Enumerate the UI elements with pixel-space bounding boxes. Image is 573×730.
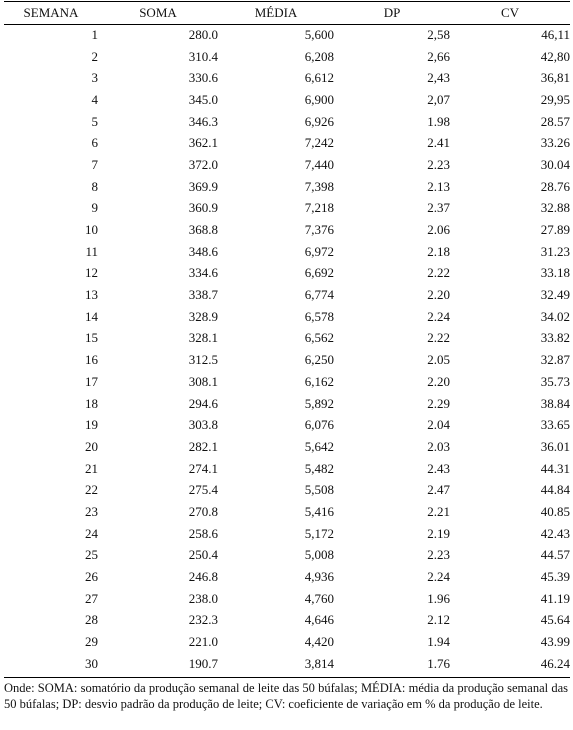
table-row <box>4 198 570 220</box>
cell-semana: 4 <box>91 91 98 107</box>
cell-cv: 44.84 <box>540 482 570 498</box>
cell-dp: 2.20 <box>427 373 450 389</box>
cell-soma: 303.8 <box>188 417 218 433</box>
cell-dp: 1.76 <box>427 655 450 671</box>
cell-cv: 38.84 <box>540 395 570 411</box>
cell-dp: 2.06 <box>427 222 450 238</box>
header-cv: CV <box>500 5 520 20</box>
table-row <box>4 111 570 133</box>
cell-media: 5,172 <box>304 525 334 541</box>
cell-media: 5,600 <box>304 26 334 42</box>
cell-dp: 2.41 <box>427 135 450 151</box>
table-row <box>4 436 570 458</box>
cell-dp: 1.94 <box>427 634 450 650</box>
cell-dp: 1.98 <box>427 113 450 129</box>
cell-soma: 330.6 <box>188 70 218 86</box>
table-row <box>4 393 570 415</box>
cell-cv: 44.31 <box>540 460 570 476</box>
cell-semana: 20 <box>85 438 98 454</box>
cell-media: 6,900 <box>304 91 334 107</box>
cell-soma: 280.0 <box>188 26 218 42</box>
cell-dp: 2,07 <box>427 91 450 107</box>
table-row <box>4 241 570 263</box>
cell-media: 7,376 <box>304 222 334 238</box>
cell-dp: 2.13 <box>427 178 450 194</box>
cell-dp: 2.23 <box>427 156 450 172</box>
cell-dp: 2.37 <box>427 200 450 216</box>
cell-cv: 33.65 <box>540 417 570 433</box>
cell-dp: 2.18 <box>427 243 450 259</box>
cell-cv: 41.19 <box>540 590 570 606</box>
cell-cv: 36,81 <box>540 70 570 86</box>
cell-soma: 190.7 <box>188 655 218 671</box>
cell-media: 5,416 <box>304 503 334 519</box>
cell-semana: 28 <box>85 612 98 628</box>
cell-dp: 2,58 <box>427 26 450 42</box>
cell-semana: 21 <box>85 460 98 476</box>
header-semana: SEMANA <box>23 5 79 20</box>
cell-media: 6,250 <box>304 352 334 368</box>
cell-soma: 312.5 <box>188 352 218 368</box>
cell-cv: 46,11 <box>541 26 570 42</box>
cell-semana: 27 <box>85 590 98 606</box>
cell-media: 5,482 <box>304 460 334 476</box>
cell-cv: 29,95 <box>540 91 570 107</box>
cell-soma: 294.6 <box>188 395 218 411</box>
cell-dp: 2.05 <box>427 352 450 368</box>
cell-media: 4,936 <box>304 569 334 585</box>
cell-soma: 345.0 <box>188 91 218 107</box>
header-media: MÉDIA <box>254 5 298 20</box>
cell-dp: 2.24 <box>427 308 450 324</box>
table-row <box>4 588 570 610</box>
table-row <box>4 306 570 328</box>
cell-cv: 33.26 <box>540 135 570 151</box>
cell-media: 4,646 <box>304 612 334 628</box>
cell-cv: 42.43 <box>540 525 570 541</box>
table-row <box>4 349 570 371</box>
table-row <box>4 24 570 46</box>
cell-media: 7,440 <box>304 156 334 172</box>
cell-dp: 2,66 <box>427 48 450 64</box>
cell-dp: 2.19 <box>427 525 450 541</box>
cell-media: 4,420 <box>304 634 334 650</box>
cell-semana: 14 <box>85 308 98 324</box>
cell-semana: 1 <box>91 26 98 42</box>
cell-soma: 328.1 <box>188 330 218 346</box>
cell-soma: 368.8 <box>188 222 218 238</box>
cell-soma: 232.3 <box>188 612 218 628</box>
table-row <box>4 566 570 588</box>
cell-semana: 5 <box>91 113 98 129</box>
cell-cv: 35.73 <box>540 373 570 389</box>
table-row <box>4 46 570 68</box>
cell-dp: 2.20 <box>427 287 450 303</box>
table-row <box>4 479 570 501</box>
cell-media: 5,642 <box>304 438 334 454</box>
cell-dp: 2,43 <box>427 70 450 86</box>
cell-cv: 32.49 <box>540 287 570 303</box>
cell-media: 6,774 <box>304 287 334 303</box>
cell-semana: 18 <box>85 395 98 411</box>
table-row <box>4 132 570 154</box>
cell-semana: 29 <box>85 634 98 650</box>
table-row <box>4 414 570 436</box>
cell-cv: 36.01 <box>540 438 570 454</box>
cell-cv: 34.02 <box>540 308 570 324</box>
cell-dp: 2.22 <box>427 330 450 346</box>
cell-semana: 26 <box>85 569 98 585</box>
cell-soma: 275.4 <box>188 482 218 498</box>
table-row <box>4 653 570 675</box>
cell-media: 6,926 <box>304 113 334 129</box>
cell-dp: 2.22 <box>427 265 450 281</box>
table-row <box>4 263 570 285</box>
header-row <box>4 2 570 24</box>
cell-cv: 32.87 <box>540 352 570 368</box>
cell-media: 7,242 <box>304 135 334 151</box>
table-row <box>4 89 570 111</box>
header-dp: DP <box>383 5 401 20</box>
cell-cv: 43.99 <box>540 634 570 650</box>
table-row <box>4 610 570 632</box>
cell-semana: 30 <box>85 655 98 671</box>
cell-semana: 19 <box>85 417 98 433</box>
cell-soma: 246.8 <box>188 569 218 585</box>
cell-dp: 2.04 <box>427 417 450 433</box>
cell-soma: 310.4 <box>188 48 218 64</box>
cell-soma: 274.1 <box>188 460 218 476</box>
cell-semana: 17 <box>85 373 98 389</box>
cell-dp: 2.29 <box>427 395 450 411</box>
cell-dp: 2.03 <box>427 438 450 454</box>
cell-soma: 258.6 <box>188 525 218 541</box>
cell-soma: 372.0 <box>188 156 218 172</box>
cell-media: 3,814 <box>304 655 334 671</box>
cell-media: 5,508 <box>304 482 334 498</box>
cell-dp: 2.12 <box>427 612 450 628</box>
cell-cv: 32.88 <box>540 200 570 216</box>
cell-soma: 360.9 <box>188 200 218 216</box>
cell-semana: 11 <box>85 243 98 259</box>
cell-media: 6,208 <box>304 48 334 64</box>
header-soma: SOMA <box>139 5 177 20</box>
cell-semana: 6 <box>91 135 98 151</box>
cell-soma: 221.0 <box>188 634 218 650</box>
cell-media: 7,218 <box>304 200 334 216</box>
cell-cv: 40.85 <box>540 503 570 519</box>
cell-cv: 46.24 <box>540 655 570 671</box>
cell-media: 4,760 <box>304 590 334 606</box>
cell-media: 7,398 <box>304 178 334 194</box>
cell-semana: 10 <box>85 222 98 238</box>
cell-semana: 7 <box>91 156 98 172</box>
cell-cv: 33.82 <box>540 330 570 346</box>
milk-production-table <box>4 2 570 675</box>
cell-dp: 2.47 <box>427 482 450 498</box>
table-row <box>4 328 570 350</box>
cell-semana: 9 <box>91 200 98 216</box>
table-footnote: Onde: SOMA: somatório da produção semanal de leite das 50 búfalas; MÉDIA: média da produção semanal das 50 búfalas; DP: desvio padrão da produção de leite; CV: coeficiente de variação em % da produção de leite. <box>4 681 568 711</box>
cell-media: 6,162 <box>304 373 334 389</box>
cell-dp: 2.43 <box>427 460 450 476</box>
cell-dp: 2.24 <box>427 569 450 585</box>
cell-cv: 45.39 <box>540 569 570 585</box>
cell-media: 6,972 <box>304 243 334 259</box>
cell-soma: 238.0 <box>188 590 218 606</box>
cell-soma: 282.1 <box>188 438 218 454</box>
table-row <box>4 154 570 176</box>
cell-soma: 308.1 <box>188 373 218 389</box>
table-row <box>4 219 570 241</box>
table-body <box>4 24 570 675</box>
cell-cv: 31.23 <box>540 243 570 259</box>
cell-semana: 15 <box>85 330 98 346</box>
cell-semana: 16 <box>85 352 98 368</box>
table-bottom-rule <box>4 677 570 678</box>
table-row <box>4 284 570 306</box>
cell-media: 5,008 <box>304 547 334 563</box>
cell-soma: 334.6 <box>188 265 218 281</box>
table-row <box>4 67 570 89</box>
cell-semana: 22 <box>85 482 98 498</box>
cell-soma: 328.9 <box>188 308 218 324</box>
cell-soma: 346.3 <box>188 113 218 129</box>
cell-cv: 28.76 <box>540 178 570 194</box>
cell-semana: 25 <box>85 547 98 563</box>
cell-media: 6,562 <box>304 330 334 346</box>
cell-media: 6,692 <box>304 265 334 281</box>
cell-semana: 3 <box>91 70 98 86</box>
table-row <box>4 631 570 653</box>
cell-media: 5,892 <box>304 395 334 411</box>
cell-soma: 348.6 <box>188 243 218 259</box>
cell-dp: 2.21 <box>427 503 450 519</box>
cell-media: 6,578 <box>304 308 334 324</box>
cell-cv: 33.18 <box>540 265 570 281</box>
cell-semana: 23 <box>85 503 98 519</box>
table-row <box>4 523 570 545</box>
cell-soma: 270.8 <box>188 503 218 519</box>
cell-soma: 250.4 <box>188 547 218 563</box>
cell-cv: 45.64 <box>540 612 570 628</box>
cell-semana: 2 <box>91 48 98 64</box>
cell-cv: 44.57 <box>540 547 570 563</box>
table-row <box>4 371 570 393</box>
cell-semana: 8 <box>91 178 98 194</box>
cell-media: 6,612 <box>304 70 334 86</box>
table-row <box>4 176 570 198</box>
cell-dp: 2.23 <box>427 547 450 563</box>
cell-soma: 338.7 <box>188 287 218 303</box>
cell-semana: 13 <box>85 287 98 303</box>
cell-soma: 369.9 <box>188 178 218 194</box>
cell-cv: 28.57 <box>540 113 570 129</box>
cell-semana: 24 <box>85 525 98 541</box>
table-row <box>4 501 570 523</box>
cell-soma: 362.1 <box>188 135 218 151</box>
cell-dp: 1.96 <box>427 590 450 606</box>
cell-cv: 42,80 <box>540 48 570 64</box>
cell-cv: 27.89 <box>540 222 570 238</box>
table-row <box>4 545 570 567</box>
table-row <box>4 458 570 480</box>
cell-media: 6,076 <box>304 417 334 433</box>
cell-semana: 12 <box>85 265 98 281</box>
cell-cv: 30.04 <box>540 156 570 172</box>
